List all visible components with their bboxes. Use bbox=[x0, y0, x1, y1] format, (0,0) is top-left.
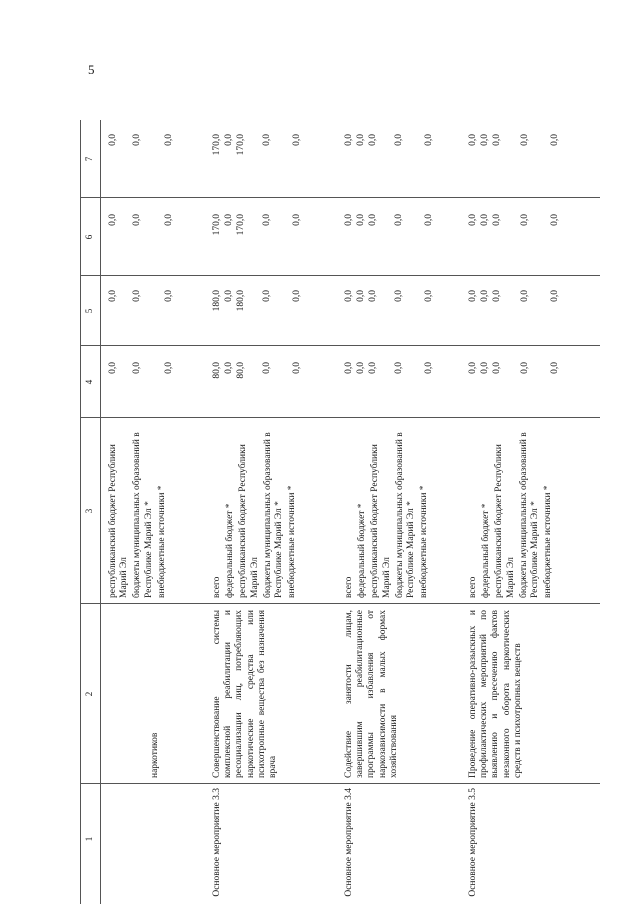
value-cell: 0,0 bbox=[468, 134, 478, 146]
row-name: Основное мероприятие 3.3 bbox=[212, 788, 222, 897]
source-label: бюджеты муниципальных образований в Республике Марий Эл * bbox=[394, 432, 417, 598]
value-cell: 0,0 bbox=[132, 214, 142, 226]
row-name: Основное мероприятие 3.4 bbox=[344, 788, 354, 897]
value-cell: 170,0 bbox=[236, 134, 246, 156]
column-divider bbox=[80, 197, 600, 198]
value-cell: 0,0 bbox=[292, 134, 302, 146]
source-label: всего bbox=[344, 576, 354, 598]
value-cell: 0,0 bbox=[344, 290, 354, 302]
value-cell: 0,0 bbox=[468, 214, 478, 226]
source-label: федеральный бюджет * bbox=[225, 503, 236, 598]
column-divider bbox=[80, 417, 600, 418]
value-cell: 0,0 bbox=[132, 134, 142, 146]
value-cell: 0,0 bbox=[424, 290, 434, 302]
value-cell: 0,0 bbox=[394, 362, 404, 374]
source-label: республиканский бюджет Республики Марий Эл bbox=[494, 444, 516, 598]
source-label: республиканский бюджет Республики Марий Эл bbox=[370, 444, 392, 598]
value-cell: 0,0 bbox=[520, 134, 530, 146]
row-sources bbox=[212, 424, 300, 598]
column-header: 5 bbox=[84, 308, 94, 314]
value-cell: 80,0 bbox=[236, 362, 246, 379]
value-cell: 0,0 bbox=[262, 214, 272, 226]
source-label: внебюджетные источники * bbox=[543, 485, 554, 598]
source-label: федеральный бюджет * bbox=[357, 503, 368, 598]
value-cell: 0,0 bbox=[480, 290, 490, 302]
value-cell: 180,0 bbox=[212, 290, 222, 312]
column-header: 2 bbox=[84, 691, 94, 697]
source-label: внебюджетные источники * bbox=[156, 485, 167, 598]
value-cell: 0,0 bbox=[262, 134, 272, 146]
column-header: 7 bbox=[84, 156, 94, 162]
value-cell: 0,0 bbox=[368, 134, 378, 146]
value-cell: 0,0 bbox=[424, 362, 434, 374]
source-label: республиканский бюджет Республики Марий Эл bbox=[238, 444, 260, 598]
row-description: Содействие занятости лицам, завершившим реабилитационные программы избавления от наркозависимости в малых формах хозяйствования bbox=[344, 610, 399, 778]
value-cell: 0,0 bbox=[550, 214, 560, 226]
column-divider bbox=[80, 345, 600, 346]
value-cell: 0,0 bbox=[224, 290, 234, 302]
value-cell: 0,0 bbox=[356, 134, 366, 146]
value-cell: 0,0 bbox=[164, 214, 174, 226]
value-cell: 0,0 bbox=[394, 214, 404, 226]
value-cell: 180,0 bbox=[236, 290, 246, 312]
value-cell: 0,0 bbox=[368, 214, 378, 226]
value-cell: 0,0 bbox=[492, 214, 502, 226]
value-cell: 0,0 bbox=[468, 362, 478, 374]
value-cell: 0,0 bbox=[164, 290, 174, 302]
value-cell: 0,0 bbox=[492, 134, 502, 146]
value-cell: 0,0 bbox=[394, 290, 404, 302]
value-cell: 0,0 bbox=[132, 290, 142, 302]
value-cell: 0,0 bbox=[132, 362, 142, 374]
value-cell: 0,0 bbox=[424, 214, 434, 226]
value-cell: 0,0 bbox=[292, 214, 302, 226]
column-header: 1 bbox=[84, 836, 94, 842]
row-sources bbox=[468, 424, 556, 598]
value-cell: 0,0 bbox=[224, 362, 234, 374]
value-cell: 0,0 bbox=[520, 290, 530, 302]
source-label: федеральный бюджет * bbox=[481, 503, 492, 598]
column-divider bbox=[80, 275, 600, 276]
continuation-description: наркотиков bbox=[150, 732, 160, 778]
value-cell: 0,0 bbox=[224, 214, 234, 226]
value-cell: 0,0 bbox=[492, 290, 502, 302]
value-cell: 0,0 bbox=[164, 362, 174, 374]
value-cell: 0,0 bbox=[262, 290, 272, 302]
value-cell: 0,0 bbox=[344, 214, 354, 226]
source-label: бюджеты муниципальных образований в Республике Марий Эл * bbox=[132, 432, 154, 598]
value-cell: 0,0 bbox=[108, 290, 118, 302]
value-cell: 0,0 bbox=[356, 214, 366, 226]
value-cell: 170,0 bbox=[212, 214, 222, 236]
value-cell: 0,0 bbox=[480, 362, 490, 374]
value-cell: 0,0 bbox=[108, 362, 118, 374]
source-label: внебюджетные источники * bbox=[287, 485, 298, 598]
value-cell: 0,0 bbox=[292, 362, 302, 374]
source-label: бюджеты муниципальных образований в Республике Марий Эл * bbox=[262, 432, 285, 598]
source-label: бюджеты муниципальных образований в Республике Марий Эл * bbox=[518, 432, 541, 598]
row-name: Основное мероприятие 3.5 bbox=[468, 788, 478, 897]
value-cell: 0,0 bbox=[480, 214, 490, 226]
column-divider bbox=[80, 783, 600, 784]
value-cell: 0,0 bbox=[520, 214, 530, 226]
source-label: внебюджетные источники * bbox=[419, 485, 430, 598]
value-cell: 80,0 bbox=[212, 362, 222, 379]
value-cell: 0,0 bbox=[468, 290, 478, 302]
column-header: 4 bbox=[84, 379, 94, 385]
row-sources bbox=[344, 424, 432, 598]
value-cell: 0,0 bbox=[108, 134, 118, 146]
value-cell: 0,0 bbox=[368, 362, 378, 374]
value-cell: 0,0 bbox=[356, 362, 366, 374]
column-divider bbox=[80, 603, 600, 604]
header-separator bbox=[100, 120, 101, 904]
row-description: Совершенствование системы комплексной реабилитации и ресоциализации лиц, потребляющих наркотические средства или психотропные вещества без назначения врача bbox=[212, 610, 279, 778]
value-cell: 0,0 bbox=[550, 134, 560, 146]
row-description: Проведение оперативно-разыскных и профилактических мероприятий по выявлению и пресечению фактов незаконного оборота наркотических средств и психотропных веществ bbox=[468, 610, 523, 778]
table-top-border bbox=[80, 120, 81, 904]
value-cell: 0,0 bbox=[394, 134, 404, 146]
value-cell: 170,0 bbox=[212, 134, 222, 156]
value-cell: 0,0 bbox=[344, 362, 354, 374]
value-cell: 0,0 bbox=[108, 214, 118, 226]
source-label: республиканский бюджет Республики Марий Эл bbox=[108, 444, 130, 598]
column-header: 6 bbox=[84, 234, 94, 240]
value-cell: 0,0 bbox=[292, 290, 302, 302]
value-cell: 0,0 bbox=[356, 290, 366, 302]
continuation-sources bbox=[108, 424, 170, 598]
source-label: всего bbox=[212, 576, 222, 598]
source-label: всего bbox=[468, 576, 478, 598]
value-cell: 0,0 bbox=[480, 134, 490, 146]
value-cell: 0,0 bbox=[262, 362, 272, 374]
value-cell: 0,0 bbox=[550, 362, 560, 374]
page-number: 5 bbox=[88, 62, 95, 77]
value-cell: 0,0 bbox=[164, 134, 174, 146]
value-cell: 0,0 bbox=[550, 290, 560, 302]
value-cell: 0,0 bbox=[520, 362, 530, 374]
value-cell: 0,0 bbox=[424, 134, 434, 146]
budget-table bbox=[80, 120, 600, 904]
value-cell: 0,0 bbox=[368, 290, 378, 302]
column-header: 3 bbox=[84, 508, 94, 514]
value-cell: 170,0 bbox=[236, 214, 246, 236]
value-cell: 0,0 bbox=[492, 362, 502, 374]
value-cell: 0,0 bbox=[344, 134, 354, 146]
value-cell: 0,0 bbox=[224, 134, 234, 146]
